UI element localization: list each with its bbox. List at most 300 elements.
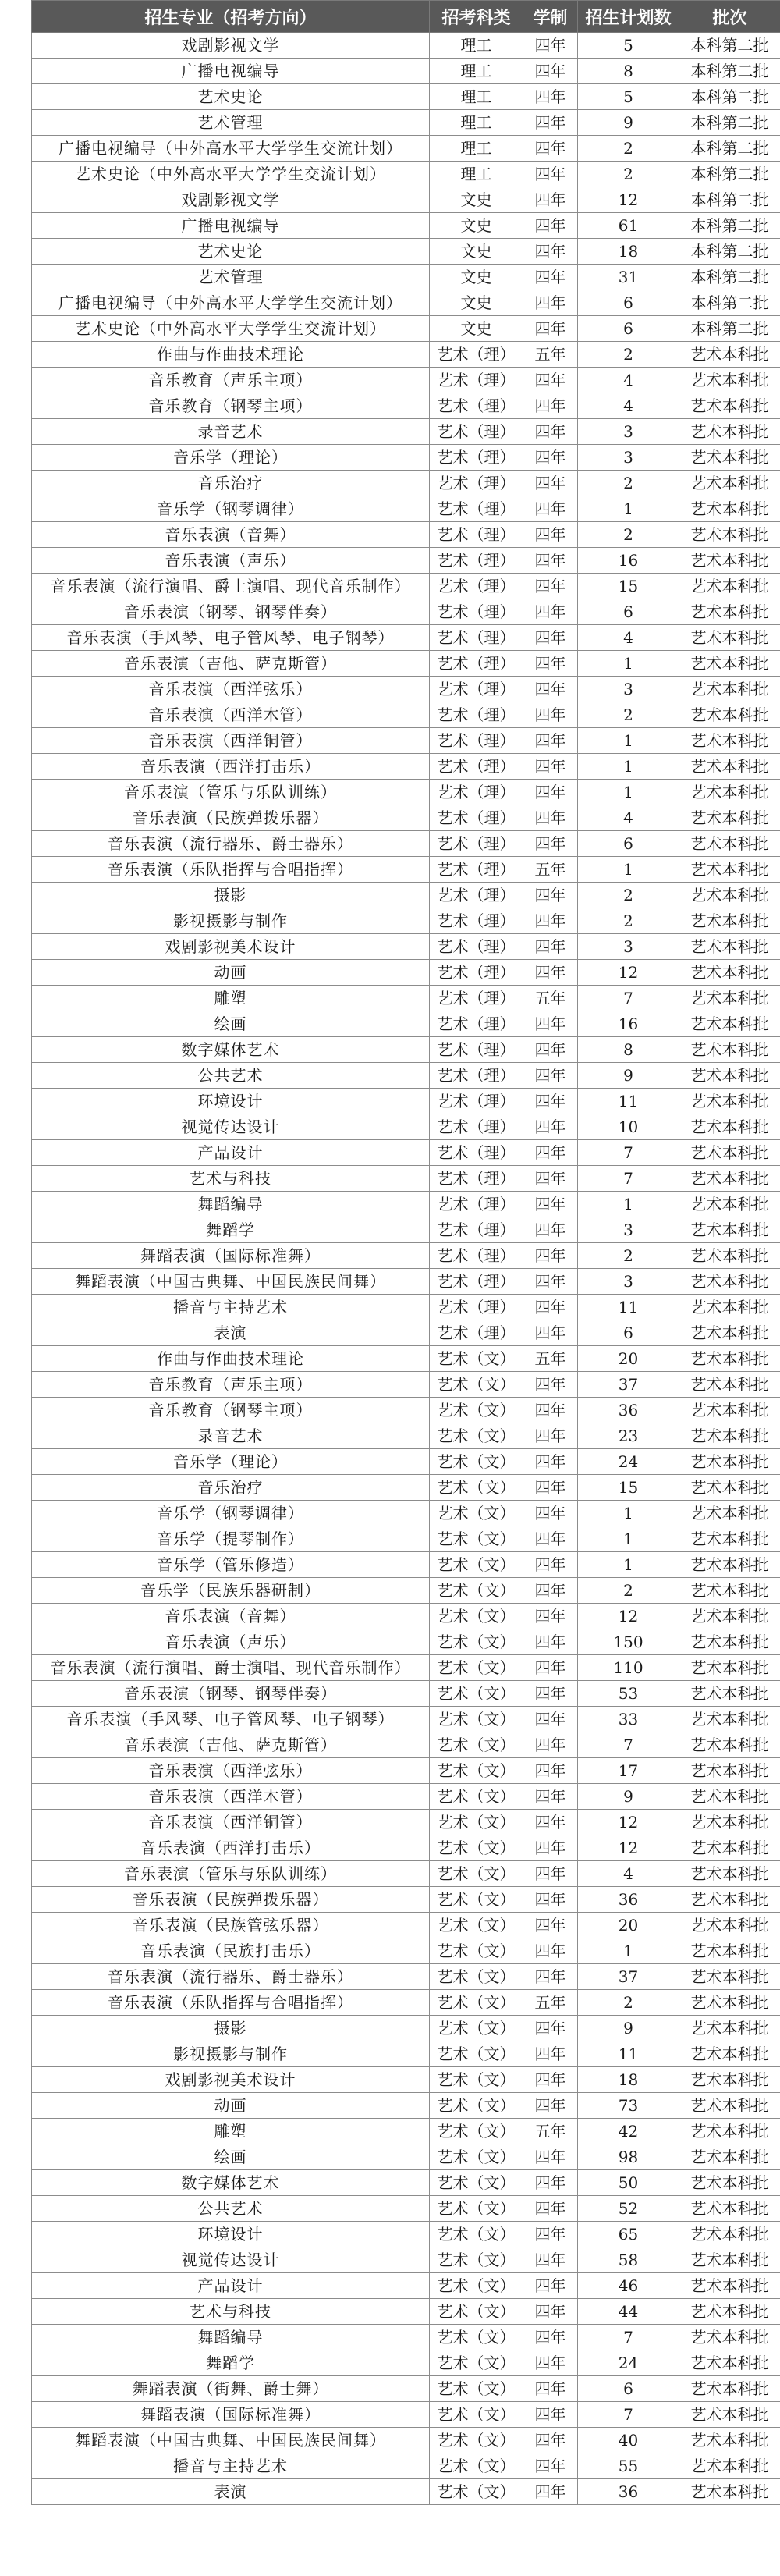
batch-cell: 艺术本科批 (679, 1552, 780, 1578)
table-row (32, 393, 780, 419)
batch-cell: 艺术本科批 (679, 368, 780, 393)
category-cell: 理工 (430, 84, 523, 110)
category-cell: 艺术（理） (430, 1140, 523, 1166)
major-cell: 舞蹈学 (32, 2350, 430, 2376)
major-cell: 音乐表演（乐队指挥与合唱指挥） (32, 857, 430, 883)
batch-cell: 艺术本科批 (679, 2350, 780, 2376)
duration-cell: 四年 (523, 1732, 578, 1758)
major-cell: 音乐表演（西洋铜管） (32, 1810, 430, 1835)
duration-cell: 四年 (523, 213, 578, 239)
plan-count-cell: 1 (578, 728, 679, 754)
duration-cell: 四年 (523, 239, 578, 265)
duration-cell: 四年 (523, 496, 578, 522)
batch-cell: 艺术本科批 (679, 1707, 780, 1732)
category-cell: 艺术（文） (430, 2350, 523, 2376)
batch-cell: 艺术本科批 (679, 1475, 780, 1501)
batch-cell: 艺术本科批 (679, 2067, 780, 2093)
category-cell: 艺术（理） (430, 986, 523, 1011)
major-cell: 舞蹈编导 (32, 1192, 430, 1217)
category-cell: 艺术（理） (430, 522, 523, 548)
duration-cell: 四年 (523, 1887, 578, 1913)
category-cell: 艺术（理） (430, 1037, 523, 1063)
duration-cell: 四年 (523, 2222, 578, 2247)
table-row (32, 1269, 780, 1295)
category-cell: 艺术（理） (430, 805, 523, 831)
batch-cell: 艺术本科批 (679, 1501, 780, 1526)
major-cell: 公共艺术 (32, 1063, 430, 1089)
table-row (32, 1089, 780, 1114)
plan-count-cell: 2 (578, 908, 679, 934)
category-cell: 艺术（理） (430, 1243, 523, 1269)
table-row (32, 1346, 780, 1372)
duration-cell: 五年 (523, 986, 578, 1011)
batch-cell: 艺术本科批 (679, 1320, 780, 1346)
plan-count-cell: 4 (578, 625, 679, 651)
category-cell: 艺术（文） (430, 1449, 523, 1475)
major-cell: 艺术史论 (32, 84, 430, 110)
major-cell: 音乐表演（流行演唱、爵士演唱、现代音乐制作） (32, 574, 430, 599)
duration-cell: 五年 (523, 1346, 578, 1372)
plan-count-cell: 61 (578, 213, 679, 239)
major-cell: 音乐学（提琴制作） (32, 1526, 430, 1552)
batch-cell: 本科第二批 (679, 162, 780, 187)
duration-cell: 四年 (523, 368, 578, 393)
duration-cell: 四年 (523, 1423, 578, 1449)
table-row (32, 1938, 780, 1964)
plan-count-cell: 1 (578, 1938, 679, 1964)
category-cell: 艺术（理） (430, 393, 523, 419)
major-cell: 艺术管理 (32, 110, 430, 136)
category-cell: 艺术（文） (430, 1346, 523, 1372)
batch-cell: 艺术本科批 (679, 908, 780, 934)
major-cell: 播音与主持艺术 (32, 1295, 430, 1320)
batch-cell: 艺术本科批 (679, 1887, 780, 1913)
batch-cell: 艺术本科批 (679, 1861, 780, 1887)
header-plan-count: 招生计划数 (578, 1, 679, 33)
batch-cell: 艺术本科批 (679, 883, 780, 908)
plan-count-cell: 1 (578, 754, 679, 780)
table-row (32, 599, 780, 625)
plan-count-cell: 42 (578, 2119, 679, 2144)
major-cell: 戏剧影视美术设计 (32, 934, 430, 960)
major-cell: 音乐表演（吉他、萨克斯管） (32, 1732, 430, 1758)
category-cell: 艺术（文） (430, 1732, 523, 1758)
batch-cell: 艺术本科批 (679, 445, 780, 471)
category-cell: 艺术（理） (430, 754, 523, 780)
table-row (32, 1217, 780, 1243)
table-row (32, 1192, 780, 1217)
category-cell: 艺术（理） (430, 1166, 523, 1192)
table-row (32, 1372, 780, 1398)
table-row (32, 1449, 780, 1475)
category-cell: 艺术（文） (430, 1475, 523, 1501)
major-cell: 音乐治疗 (32, 471, 430, 496)
major-cell: 音乐表演（音舞） (32, 522, 430, 548)
plan-count-cell: 7 (578, 1732, 679, 1758)
batch-cell: 艺术本科批 (679, 2119, 780, 2144)
major-cell: 音乐学（管乐修造） (32, 1552, 430, 1578)
plan-count-cell: 4 (578, 805, 679, 831)
plan-count-cell: 20 (578, 1346, 679, 1372)
duration-cell: 四年 (523, 1140, 578, 1166)
category-cell: 文史 (430, 239, 523, 265)
plan-count-cell: 37 (578, 1372, 679, 1398)
category-cell: 文史 (430, 290, 523, 316)
duration-cell: 五年 (523, 2119, 578, 2144)
major-cell: 艺术管理 (32, 265, 430, 290)
duration-cell: 四年 (523, 136, 578, 162)
batch-cell: 艺术本科批 (679, 2402, 780, 2428)
plan-count-cell: 11 (578, 2041, 679, 2067)
major-cell: 音乐教育（声乐主项） (32, 1372, 430, 1398)
category-cell: 艺术（文） (430, 1707, 523, 1732)
plan-count-cell: 8 (578, 1037, 679, 1063)
batch-cell: 艺术本科批 (679, 2196, 780, 2222)
plan-count-cell: 46 (578, 2273, 679, 2299)
major-cell: 音乐表演（民族弹拨乐器） (32, 805, 430, 831)
table-row (32, 1835, 780, 1861)
batch-cell: 艺术本科批 (679, 1011, 780, 1037)
plan-count-cell: 16 (578, 1011, 679, 1037)
duration-cell: 四年 (523, 1552, 578, 1578)
category-cell: 艺术（理） (430, 1063, 523, 1089)
major-cell: 广播电视编导 (32, 59, 430, 84)
table-row (32, 2196, 780, 2222)
major-cell: 环境设计 (32, 1089, 430, 1114)
plan-count-cell: 9 (578, 1784, 679, 1810)
major-cell: 广播电视编导（中外高水平大学学生交流计划） (32, 136, 430, 162)
plan-count-cell: 11 (578, 1295, 679, 1320)
major-cell: 音乐学（钢琴调律） (32, 1501, 430, 1526)
duration-cell: 四年 (523, 2067, 578, 2093)
table-row (32, 2479, 780, 2505)
duration-cell: 四年 (523, 2247, 578, 2273)
table-row (32, 1475, 780, 1501)
duration-cell: 四年 (523, 84, 578, 110)
duration-cell: 四年 (523, 2479, 578, 2505)
batch-cell: 艺术本科批 (679, 342, 780, 368)
batch-cell: 艺术本科批 (679, 702, 780, 728)
category-cell: 艺术（理） (430, 651, 523, 677)
table-row (32, 574, 780, 599)
major-cell: 音乐学（理论） (32, 1449, 430, 1475)
plan-count-cell: 10 (578, 1114, 679, 1140)
major-cell: 音乐表演（管乐与乐队训练） (32, 780, 430, 805)
table-row (32, 651, 780, 677)
major-cell: 动画 (32, 960, 430, 986)
batch-cell: 艺术本科批 (679, 1913, 780, 1938)
batch-cell: 本科第二批 (679, 213, 780, 239)
plan-count-cell: 6 (578, 831, 679, 857)
category-cell: 艺术（文） (430, 2376, 523, 2402)
plan-count-cell: 73 (578, 2093, 679, 2119)
batch-cell: 本科第二批 (679, 84, 780, 110)
plan-count-cell: 12 (578, 1810, 679, 1835)
duration-cell: 四年 (523, 934, 578, 960)
plan-count-cell: 2 (578, 1243, 679, 1269)
category-cell: 艺术（理） (430, 445, 523, 471)
category-cell: 艺术（文） (430, 1938, 523, 1964)
plan-count-cell: 33 (578, 1707, 679, 1732)
category-cell: 艺术（理） (430, 728, 523, 754)
batch-cell: 艺术本科批 (679, 1269, 780, 1295)
major-cell: 数字媒体艺术 (32, 2170, 430, 2196)
table-row (32, 1990, 780, 2016)
category-cell: 艺术（理） (430, 471, 523, 496)
plan-count-cell: 1 (578, 651, 679, 677)
duration-cell: 五年 (523, 857, 578, 883)
category-cell: 艺术（文） (430, 2093, 523, 2119)
duration-cell: 四年 (523, 960, 578, 986)
plan-count-cell: 6 (578, 2376, 679, 2402)
major-cell: 舞蹈学 (32, 1217, 430, 1243)
batch-cell: 艺术本科批 (679, 2273, 780, 2299)
plan-count-cell: 15 (578, 574, 679, 599)
batch-cell: 艺术本科批 (679, 1037, 780, 1063)
category-cell: 理工 (430, 110, 523, 136)
category-cell: 艺术（文） (430, 1655, 523, 1681)
table-row (32, 1063, 780, 1089)
batch-cell: 艺术本科批 (679, 986, 780, 1011)
category-cell: 艺术（文） (430, 1604, 523, 1629)
category-cell: 艺术（文） (430, 1552, 523, 1578)
major-cell: 雕塑 (32, 986, 430, 1011)
plan-count-cell: 12 (578, 1835, 679, 1861)
plan-count-cell: 2 (578, 522, 679, 548)
plan-count-cell: 1 (578, 780, 679, 805)
major-cell: 音乐表演（流行演唱、爵士演唱、现代音乐制作） (32, 1655, 430, 1681)
major-cell: 艺术史论 (32, 239, 430, 265)
major-cell: 艺术与科技 (32, 1166, 430, 1192)
category-cell: 艺术（文） (430, 2170, 523, 2196)
major-cell: 音乐治疗 (32, 1475, 430, 1501)
major-cell: 视觉传达设计 (32, 1114, 430, 1140)
major-cell: 播音与主持艺术 (32, 2453, 430, 2479)
category-cell: 艺术（文） (430, 2119, 523, 2144)
plan-count-cell: 15 (578, 1475, 679, 1501)
plan-count-cell: 36 (578, 1398, 679, 1423)
batch-cell: 艺术本科批 (679, 1372, 780, 1398)
table-row (32, 1243, 780, 1269)
header-row (32, 1, 780, 33)
batch-cell: 艺术本科批 (679, 1217, 780, 1243)
duration-cell: 四年 (523, 2376, 578, 2402)
duration-cell: 四年 (523, 651, 578, 677)
category-cell: 艺术（文） (430, 1964, 523, 1990)
duration-cell: 四年 (523, 1320, 578, 1346)
batch-cell: 艺术本科批 (679, 2376, 780, 2402)
table-row (32, 1552, 780, 1578)
plan-count-cell: 53 (578, 1681, 679, 1707)
duration-cell: 四年 (523, 677, 578, 702)
duration-cell: 四年 (523, 1449, 578, 1475)
duration-cell: 四年 (523, 831, 578, 857)
plan-count-cell: 12 (578, 187, 679, 213)
category-cell: 艺术（文） (430, 2402, 523, 2428)
batch-cell: 艺术本科批 (679, 599, 780, 625)
table-row (32, 1964, 780, 1990)
plan-count-cell: 18 (578, 2067, 679, 2093)
plan-count-cell: 36 (578, 1887, 679, 1913)
duration-cell: 四年 (523, 883, 578, 908)
category-cell: 艺术（理） (430, 960, 523, 986)
plan-count-cell: 98 (578, 2144, 679, 2170)
plan-count-cell: 7 (578, 1140, 679, 1166)
major-cell: 音乐表演（管乐与乐队训练） (32, 1861, 430, 1887)
table-row (32, 1011, 780, 1037)
major-cell: 数字媒体艺术 (32, 1037, 430, 1063)
major-cell: 作曲与作曲技术理论 (32, 342, 430, 368)
table-row (32, 1140, 780, 1166)
duration-cell: 四年 (523, 471, 578, 496)
duration-cell: 四年 (523, 316, 578, 342)
plan-count-cell: 9 (578, 110, 679, 136)
major-cell: 摄影 (32, 883, 430, 908)
major-cell: 音乐表演（钢琴、钢琴伴奏） (32, 599, 430, 625)
batch-cell: 艺术本科批 (679, 2170, 780, 2196)
batch-cell: 艺术本科批 (679, 1526, 780, 1552)
duration-cell: 四年 (523, 1398, 578, 1423)
table-row (32, 1604, 780, 1629)
table-row (32, 110, 780, 136)
duration-cell: 四年 (523, 2453, 578, 2479)
category-cell: 艺术（理） (430, 702, 523, 728)
major-cell: 音乐教育（钢琴主项） (32, 393, 430, 419)
major-cell: 音乐表演（西洋弦乐） (32, 677, 430, 702)
table-row (32, 728, 780, 754)
plan-count-cell: 5 (578, 84, 679, 110)
plan-count-cell: 24 (578, 1449, 679, 1475)
duration-cell: 五年 (523, 342, 578, 368)
duration-cell: 四年 (523, 1758, 578, 1784)
major-cell: 音乐表演（手风琴、电子管风琴、电子钢琴） (32, 1707, 430, 1732)
major-cell: 舞蹈表演（国际标准舞） (32, 1243, 430, 1269)
batch-cell: 艺术本科批 (679, 728, 780, 754)
table-row (32, 754, 780, 780)
batch-cell: 艺术本科批 (679, 1423, 780, 1449)
major-cell: 录音艺术 (32, 419, 430, 445)
duration-cell: 四年 (523, 1372, 578, 1398)
table-row (32, 1784, 780, 1810)
table-row (32, 1681, 780, 1707)
batch-cell: 艺术本科批 (679, 1758, 780, 1784)
plan-count-cell: 65 (578, 2222, 679, 2247)
major-cell: 影视摄影与制作 (32, 908, 430, 934)
plan-count-cell: 58 (578, 2247, 679, 2273)
major-cell: 音乐表演（西洋铜管） (32, 728, 430, 754)
batch-cell: 艺术本科批 (679, 1398, 780, 1423)
category-cell: 艺术（文） (430, 1423, 523, 1449)
major-cell: 舞蹈编导 (32, 2325, 430, 2350)
plan-count-cell: 7 (578, 2325, 679, 2350)
plan-count-cell: 24 (578, 2350, 679, 2376)
category-cell: 艺术（文） (430, 2428, 523, 2453)
batch-cell: 艺术本科批 (679, 1655, 780, 1681)
plan-count-cell: 6 (578, 1320, 679, 1346)
category-cell: 艺术（文） (430, 1835, 523, 1861)
category-cell: 艺术（文） (430, 1913, 523, 1938)
major-cell: 音乐学（钢琴调律） (32, 496, 430, 522)
category-cell: 文史 (430, 265, 523, 290)
table-row (32, 1166, 780, 1192)
duration-cell: 四年 (523, 1835, 578, 1861)
category-cell: 艺术（文） (430, 2222, 523, 2247)
category-cell: 艺术（理） (430, 908, 523, 934)
category-cell: 艺术（理） (430, 496, 523, 522)
table-row (32, 1423, 780, 1449)
batch-cell: 艺术本科批 (679, 1681, 780, 1707)
table-row (32, 471, 780, 496)
plan-count-cell: 2 (578, 1578, 679, 1604)
category-cell: 艺术（理） (430, 342, 523, 368)
category-cell: 理工 (430, 59, 523, 84)
batch-cell: 艺术本科批 (679, 651, 780, 677)
batch-cell: 艺术本科批 (679, 1938, 780, 1964)
table-row (32, 1398, 780, 1423)
major-cell: 音乐表演（西洋木管） (32, 702, 430, 728)
plan-count-cell: 17 (578, 1758, 679, 1784)
category-cell: 艺术（文） (430, 1681, 523, 1707)
major-cell: 影视摄影与制作 (32, 2041, 430, 2067)
major-cell: 戏剧影视文学 (32, 187, 430, 213)
category-cell: 文史 (430, 316, 523, 342)
duration-cell: 四年 (523, 805, 578, 831)
table-row (32, 1655, 780, 1681)
major-cell: 音乐学（民族乐器研制） (32, 1578, 430, 1604)
duration-cell: 四年 (523, 574, 578, 599)
batch-cell: 艺术本科批 (679, 2453, 780, 2479)
duration-cell: 四年 (523, 2196, 578, 2222)
table-row (32, 2402, 780, 2428)
category-cell: 艺术（理） (430, 831, 523, 857)
category-cell: 艺术（文） (430, 2273, 523, 2299)
duration-cell: 四年 (523, 2170, 578, 2196)
category-cell: 艺术（文） (430, 2041, 523, 2067)
plan-count-cell: 18 (578, 239, 679, 265)
table-row (32, 548, 780, 574)
duration-cell: 四年 (523, 2299, 578, 2325)
major-cell: 音乐表演（民族弹拨乐器） (32, 1887, 430, 1913)
category-cell: 理工 (430, 33, 523, 59)
table-row (32, 136, 780, 162)
header-duration: 学制 (523, 1, 578, 33)
category-cell: 艺术（文） (430, 1784, 523, 1810)
batch-cell: 艺术本科批 (679, 574, 780, 599)
duration-cell: 四年 (523, 1526, 578, 1552)
table-row (32, 239, 780, 265)
plan-count-cell: 1 (578, 857, 679, 883)
plan-count-cell: 1 (578, 1192, 679, 1217)
table-row (32, 2016, 780, 2041)
duration-cell: 四年 (523, 33, 578, 59)
table-row (32, 1526, 780, 1552)
major-cell: 公共艺术 (32, 2196, 430, 2222)
plan-count-cell: 5 (578, 33, 679, 59)
batch-cell: 艺术本科批 (679, 1578, 780, 1604)
batch-cell: 艺术本科批 (679, 1346, 780, 1372)
duration-cell: 四年 (523, 2350, 578, 2376)
duration-cell: 四年 (523, 2325, 578, 2350)
category-cell: 艺术（文） (430, 2325, 523, 2350)
duration-cell: 四年 (523, 728, 578, 754)
duration-cell: 四年 (523, 1681, 578, 1707)
batch-cell: 艺术本科批 (679, 1990, 780, 2016)
table-row (32, 2325, 780, 2350)
plan-count-cell: 1 (578, 1501, 679, 1526)
category-cell: 艺术（理） (430, 1192, 523, 1217)
duration-cell: 四年 (523, 1114, 578, 1140)
plan-count-cell: 8 (578, 59, 679, 84)
